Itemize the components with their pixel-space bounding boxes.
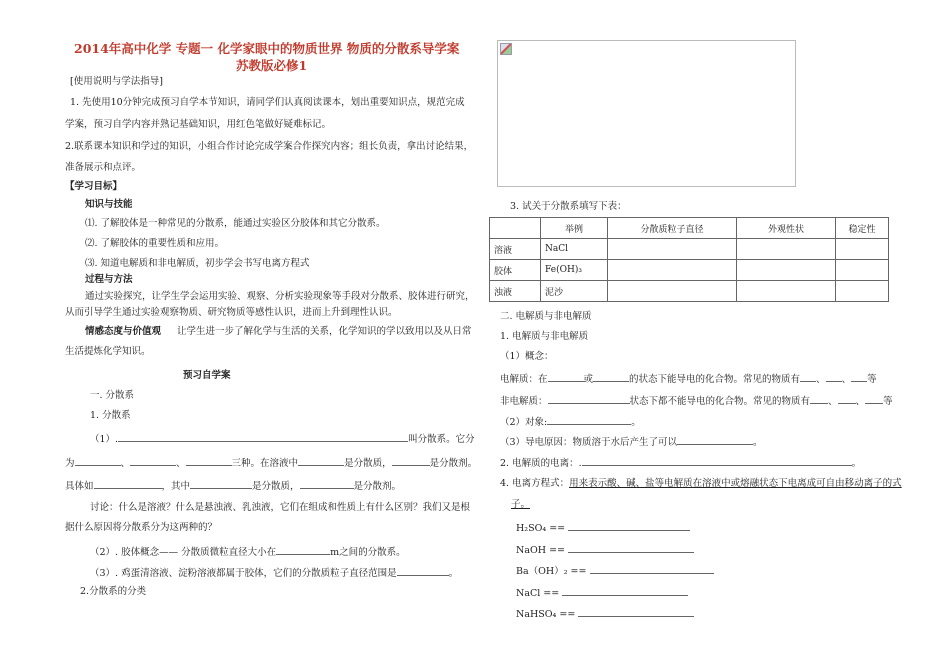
blank-object[interactable]: [547, 415, 631, 425]
preview-header: 预习自学案: [183, 370, 231, 381]
blank-nonelectrolyte-1[interactable]: [810, 394, 828, 404]
formula-line: NaCl ==: [516, 586, 688, 600]
blank-formula-5[interactable]: [578, 607, 694, 617]
table-row: [490, 239, 889, 260]
cell-appearance[interactable]: [737, 239, 836, 260]
ionization-line: 2. 电解质的电离：. 。: [500, 458, 862, 469]
guide-item-2a: 2.联系课本知识和学过的知识，小组合作讨论完成学案合作探究内容；组长负责，拿出讨论结果，: [65, 141, 474, 152]
document-title: 2014年高中化学 专题一 化学家眼中的物质世界 物质的分散系导学案: [74, 41, 460, 56]
knowledge-header: 知识与技能: [85, 199, 133, 210]
guide-item-1b: 学案，预习自学内容并熟记基础知识，用红色笔做好疑难标记。: [65, 119, 332, 130]
blank-condition-1[interactable]: [548, 372, 584, 382]
fill-line-2: 为 、 、 三种。在溶液中 是分散质， 是分散剂。: [65, 458, 478, 469]
broken-image-icon: [500, 43, 512, 55]
blank-example-dispersed[interactable]: [190, 479, 252, 489]
blank-electrolyte-1[interactable]: [800, 372, 816, 382]
section-2-1-title: 1. 电解质与非电解质: [500, 331, 589, 342]
table-header: 稳定性: [836, 218, 889, 239]
blank-electrolyte-3[interactable]: [851, 372, 867, 382]
knowledge-item-1: ⑴. 了解胶体是一种常见的分散系，能通过实验区分胶体和其它分散系。: [85, 218, 386, 229]
table-header: 分散质粒子直径: [608, 218, 737, 239]
emotion-text-2: 生活提炼化学知识。: [65, 346, 151, 357]
guide-item-2b: 准备展示和点评。: [65, 162, 142, 173]
process-text-1: 通过实验探究，让学生学会运用实验、观察、分析实验现象等手段对分散系、胶体进行研究，: [85, 291, 475, 302]
discussion-1: 讨论：什么是溶液？什么是悬浊液、乳浊液，它们在组成和性质上有什么区别？我们又是根: [90, 502, 471, 513]
cell-size[interactable]: [608, 239, 737, 260]
cell-stability[interactable]: [836, 239, 889, 260]
blank-conduction[interactable]: [677, 435, 753, 445]
table-header: 外观性状: [737, 218, 836, 239]
blank-example-medium[interactable]: [300, 479, 354, 489]
discussion-2: 据什么原因将分散系分为这两种的？: [65, 522, 218, 533]
emotion-header: 情感态度与价值观: [85, 326, 162, 337]
classification-title: 2.分散系的分类: [80, 586, 147, 597]
table-header: 举例: [541, 218, 608, 239]
process-header: 过程与方法: [85, 274, 133, 285]
blank-nonelectrolyte-3[interactable]: [865, 394, 883, 404]
guide-header: [使用说明与学法指导]: [70, 76, 163, 87]
cell-appearance[interactable]: [737, 260, 836, 281]
process-text-2: 从而引导学生通过实验观察物质、研究物质等感性认识，进而上升到理性认识。: [65, 307, 398, 318]
emotion-text-1: 让学生进一步了解化学与生活的关系，化学知识的学以致用以及从日常: [177, 326, 472, 337]
cell-size[interactable]: [608, 281, 737, 302]
blank-type-3[interactable]: [186, 456, 232, 466]
blank-nonelectrolyte-2[interactable]: [838, 394, 856, 404]
table-header-row: [490, 218, 889, 239]
blank-formula-3[interactable]: [590, 564, 714, 574]
dispersion-table: [489, 217, 889, 302]
document-subtitle: 苏教版必修1: [236, 58, 308, 73]
row-name: 浊液: [490, 281, 541, 302]
equation-definition: 4. 电离方程式：用来表示酸、碱、盐等电解质在溶液中或熔融状态下电离成可自由移动离子的式: [500, 478, 902, 489]
goals-header: 【学习目标】: [65, 181, 123, 192]
cell-size[interactable]: [608, 260, 737, 281]
knowledge-item-3: ⑶. 知道电解质和非电解质，初步学会书写电离方程式: [85, 258, 310, 269]
conduction-line: （3）导电原因：物质溶于水后产生了可以 。: [500, 437, 763, 448]
formula-line: Ba（OH）₂ ==: [516, 564, 714, 578]
colloid-concept: （2）. 胶体概念—— 分散质微粒直径大小在 m之间的分散系。: [90, 547, 406, 558]
blank-condition-2[interactable]: [593, 372, 629, 382]
row-example: NaCl: [541, 239, 608, 260]
blank-ionization[interactable]: [582, 456, 852, 466]
fill-line-3: 具体如 ，其中 是分散质， 是分散剂。: [65, 481, 402, 492]
row-name: 胶体: [490, 260, 541, 281]
section-1-title: 一. 分散系: [90, 390, 135, 401]
row-example: Fe(OH)₃: [541, 260, 608, 281]
blank-type-2[interactable]: [130, 456, 176, 466]
formula-line: NaOH ==: [516, 543, 694, 557]
cell-stability[interactable]: [836, 281, 889, 302]
object-line: （2）对象: 。: [500, 417, 641, 428]
cell-stability[interactable]: [836, 260, 889, 281]
blank-example[interactable]: [94, 479, 162, 489]
table-row: [490, 260, 889, 281]
section-1-1-title: 1. 分散系: [90, 410, 131, 421]
formula-line: NaHSO₄ ==: [516, 607, 694, 621]
guide-item-1a: 1. 先使用10分钟完成预习自学本节知识，请同学们认真阅读课本，划出重要知识点，规范完成: [70, 97, 465, 108]
blank-electrolyte-2[interactable]: [826, 372, 842, 382]
blank-definition[interactable]: [118, 432, 408, 442]
blank-formula-2[interactable]: [568, 543, 694, 553]
row-example: 泥沙: [541, 281, 608, 302]
formula-line: H₂SO₄ ==: [516, 521, 690, 535]
cell-appearance[interactable]: [737, 281, 836, 302]
knowledge-item-2: ⑵. 了解胶体的重要性质和应用。: [85, 238, 225, 249]
blank-formula-1[interactable]: [568, 521, 690, 531]
blank-solution-medium[interactable]: [392, 456, 430, 466]
table-row: [490, 281, 889, 302]
table-question: 3. 试关于分散系填写下表：: [510, 201, 627, 212]
blank-solution-dispersed[interactable]: [298, 456, 344, 466]
broken-image: [497, 40, 796, 187]
blank-egg-size[interactable]: [397, 566, 449, 576]
egg-question: （3）. 鸡蛋清溶液、淀粉溶液都属于胶体，它们的分散质粒子直径范围是 。: [90, 568, 459, 579]
blank-nonelectrolyte-condition[interactable]: [548, 394, 630, 404]
nonelectrolyte-definition: 非电解质： 状态下都不能导电的化合物。常见的物质有 、 、 等: [500, 396, 893, 407]
blank-colloid-size[interactable]: [276, 545, 330, 555]
equation-definition-end: 子。: [511, 499, 531, 510]
blank-type-1[interactable]: [75, 456, 121, 466]
electrolyte-definition: 电解质：在 或 的状态下能导电的化合物。常见的物质有 、 、 等: [500, 374, 877, 385]
section-2-title: 二. 电解质与非电解质: [500, 311, 592, 322]
blank-formula-4[interactable]: [562, 586, 688, 596]
row-name: 溶液: [490, 239, 541, 260]
table-header: [490, 218, 541, 239]
concept-label: （1）概念：: [500, 351, 554, 362]
fill-line-1: （1）. 叫分散系。它分: [90, 434, 475, 445]
